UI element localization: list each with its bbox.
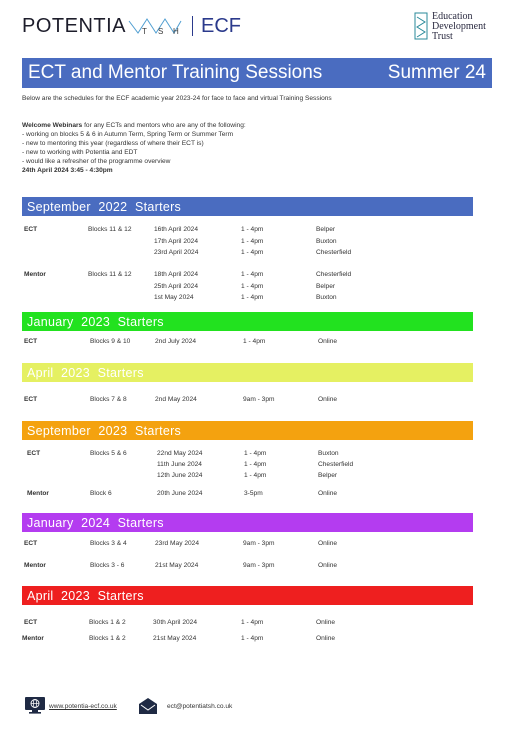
potentia-logo xyxy=(22,12,241,40)
email-link[interactable]: ect@potentiatsh.co.uk xyxy=(167,703,233,710)
edt-name: Education Development Trust xyxy=(432,11,486,42)
section-header-sep-2023: September 2023 Starters xyxy=(22,421,473,440)
welcome-date: 24th April 2024 3:45 - 4:30pm xyxy=(22,167,113,174)
welcome-item: - new to mentoring this year (regardless of where their ECT is) xyxy=(22,140,204,147)
welcome-item: - working on blocks 5 & 6 in Autumn Term, Spring Term or Summer Term xyxy=(22,131,234,138)
tsh-letter: H xyxy=(173,27,179,36)
section-header-apr-2023-b: April 2023 Starters xyxy=(22,586,473,605)
edt-logo xyxy=(414,12,486,42)
welcome-item: - would like a refresher of the programme overview xyxy=(22,158,171,165)
tsh-letter: T xyxy=(142,27,147,36)
section-header-sep-2022: September 2022 Starters xyxy=(22,197,473,216)
program-name: ECF xyxy=(201,14,242,37)
welcome-lead: Welcome Webinars for any ECTs and mentors who are any of the following: xyxy=(22,122,246,129)
tsh-mark-icon xyxy=(128,15,182,37)
section-header-jan-2023: January 2023 Starters xyxy=(22,312,473,331)
tsh-letter: S xyxy=(158,27,164,36)
brand-name: POTENTIA xyxy=(22,14,127,37)
edt-mark-icon xyxy=(414,12,428,40)
welcome-item: - new to working with Potentia and EDT xyxy=(22,149,138,156)
envelope-icon xyxy=(137,697,159,715)
title-bar xyxy=(22,58,492,88)
section-header-jan-2024: January 2024 Starters xyxy=(22,513,473,532)
term-label: Summer 24 xyxy=(387,62,486,83)
page-title: ECT and Mentor Training Sessions xyxy=(28,62,323,83)
welcome-block xyxy=(22,121,246,175)
monitor-globe-icon xyxy=(24,696,46,714)
logo-divider xyxy=(192,16,193,36)
intro-text: Below are the schedules for the ECF academic year 2023-24 for face to face and virtual Training Sessions xyxy=(22,95,332,102)
website-link[interactable]: www.potentia-ecf.co.uk xyxy=(49,703,117,710)
section-header-apr-2023: April 2023 Starters xyxy=(22,363,473,382)
